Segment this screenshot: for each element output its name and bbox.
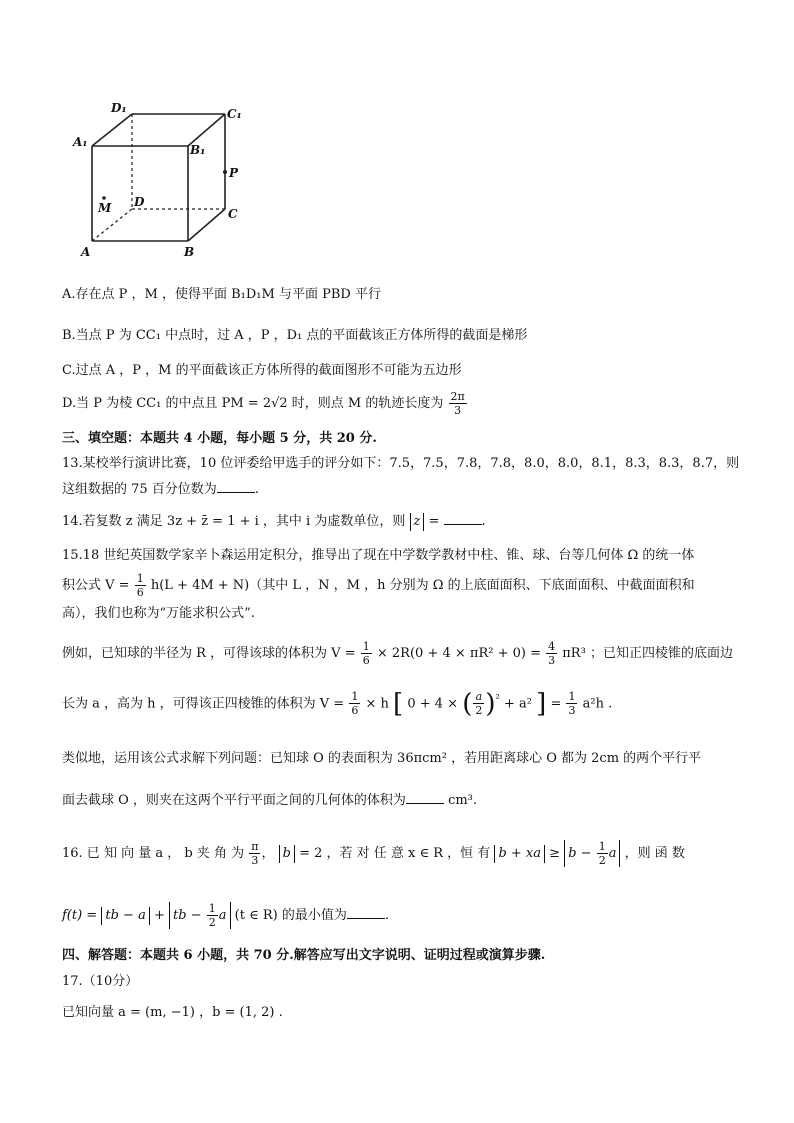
q15-line1: 15.18 世纪英国数学家辛卜森运用定积分，推导出了现在中学数学教材中柱、锥、球、台等几何体 Ω 的统一体 [62, 548, 695, 563]
q16-line1: 16. 已 知 向 量 a ， b 夹 角 为 $\frac{\pi}{3}$ ， b = 2 ，若 对 任 意 x ∈ R ，恒 有 b + xa ≥ b − $\frac{1}{2}$ a ，则 函 数 [62, 840, 685, 867]
q13-line2: 这组数据的 75 百分位数为 . [62, 482, 259, 497]
q14-answer-blank [444, 512, 482, 525]
label-c: C [228, 207, 238, 221]
option-c: C.过点 A ，P ，M 的平面截该正方体所得的截面图形不可能为五边形 [62, 363, 462, 378]
q16-line2: f(t) = tb − a + tb − $\frac{1}{2}$ a (t ∈ R) 的最小值为 . [62, 902, 389, 929]
q15-line2: 积公式 V = $\frac{1}{6}$ h(L + 4M + N)（其中 L ，N ，M ，h 分别为 Ω 的上底面面积、下底面面积、中截面面积和 [62, 572, 695, 599]
q15-line5: 长为 a ，高为 h ，可得该正四棱锥的体积为 V = $\frac{1}{6}$ × h [ 0 + 4 × ( $\frac{a}{2}$ )$^{^2}$ + a² ] = $\frac{1}{3}$ a²h . [62, 688, 613, 719]
option-b: B.当点 P 为 CC₁ 中点时，过 A ，P ，D₁ 点的平面截该正方体所得的截面是梯形 [62, 328, 528, 343]
q16-answer-blank [347, 906, 385, 919]
label-p: P [229, 166, 239, 180]
label-b1: B₁ [190, 143, 206, 157]
label-b: B [184, 245, 195, 259]
option-a: A.存在点 P ，M ，使得平面 B₁D₁M 与平面 PBD 平行 [62, 287, 381, 302]
cube-figure [70, 96, 255, 266]
option-d-fraction: $\frac{2\pi}{3}$ [450, 390, 465, 417]
q13-line1: 13.某校举行演讲比赛，10 位评委给甲选手的评分如下：7.5，7.5，7.8，7.8，8.0，8.0，8.1，8.3，8.3，8.7，则 [62, 456, 740, 471]
option-d [62, 390, 468, 417]
q15-line6: 类似地，运用该公式求解下列问题：已知球 O 的表面积为 36πcm² ，若用距离球心 O 都为 2cm 的两个平行平 [62, 751, 702, 766]
q15-line3: 高），我们也称为“万能求积公式”. [62, 606, 255, 621]
label-d: D [134, 195, 145, 209]
q15-answer-blank [406, 791, 444, 804]
point-p [223, 170, 227, 174]
q17-text: 已知向量 a = (m, −1) ，b = (1, 2) . [62, 1005, 283, 1020]
point-m [102, 196, 106, 200]
option-d-text: D.当 P 为棱 CC₁ 的中点且 PM = 2√2 时，则点 M 的轨迹长度为 [62, 396, 444, 411]
label-d1: D₁ [111, 101, 127, 115]
q14-abs: z [410, 513, 425, 531]
label-a1: A₁ [73, 135, 88, 149]
q14: 14.若复数 z 满足 3z + z̄ = 1 + i ，其中 i 为虚数单位，则 z = . [62, 514, 486, 529]
section3-heading: 三、填空题：本题共 4 小题，每小题 5 分，共 20 分. [62, 431, 377, 446]
q15-line4: 例如，已知球的半径为 R ，可得该球的体积为 V = $\frac{1}{6}$ × 2R(0 + 4 × πR² + 0) = $\frac{4}{3}$ πR³ ；已知正四棱锥的底面边 [62, 640, 733, 667]
section4-heading: 四、解答题：本题共 6 小题，共 70 分.解答应写出文字说明、证明过程或演算步骤. [62, 948, 546, 963]
label-m: M [98, 201, 112, 215]
q17-label: 17.（10分） [62, 974, 139, 989]
q13-answer-blank [217, 480, 255, 493]
label-a: A [81, 245, 91, 259]
label-c1: C₁ [227, 107, 242, 121]
q15-line7: 面去截球 O ，则夹在这两个平行平面之间的几何体的体积为 cm³. [62, 793, 478, 808]
